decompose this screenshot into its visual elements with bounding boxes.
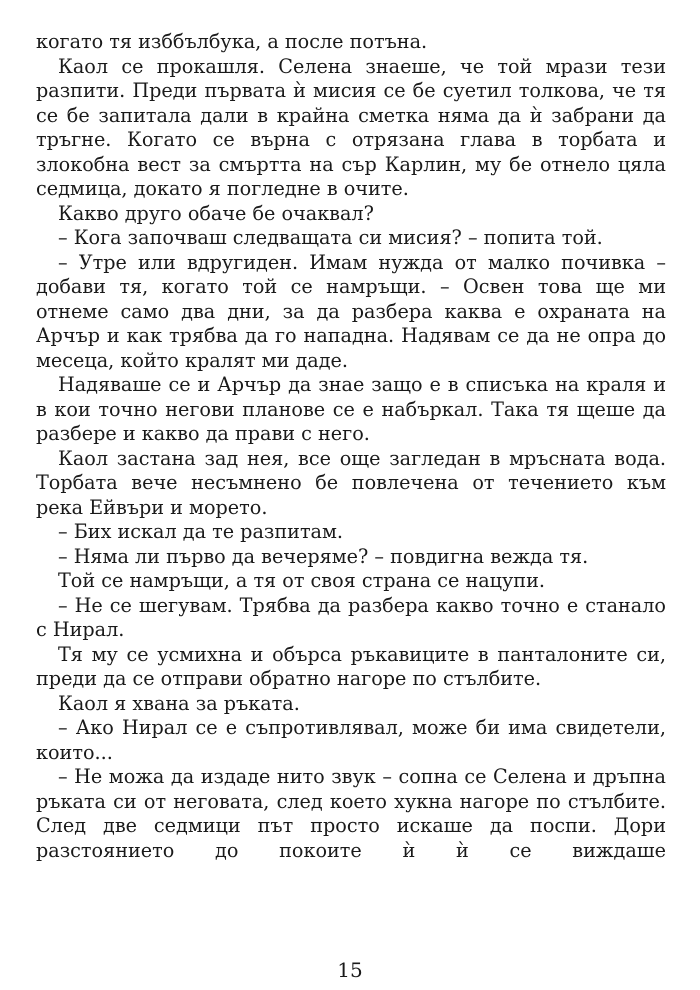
- paragraph: – Утре или вдругиден. Имам нужда от малко почивка – добави тя, когато той се намръщи. – Освен това ще ми отнеме само два дни, за да разбера каква е охраната на Арчър и как трябва да го нападна. Надявам се да не опра до месеца, който кралят ми даде.: [36, 250, 666, 372]
- page-number: 15: [337, 958, 363, 982]
- paragraph: Каол я хвана за ръката.: [58, 691, 300, 715]
- paragraph: Тя му се усмихна и обърса ръкавиците в панталоните си, преди да се отправи обратно нагоре по стълбите.: [36, 642, 666, 690]
- paragraph: – Не можа да издаде нито звук – сопна се Селена и дръпна ръката си от неговата, след което хукна нагоре по стълбите. След две седмици път просто искаше да поспи. Дори разстоянието до покоите ѝ ѝ се виждаше: [36, 765, 666, 862]
- paragraph: Какво друго обаче бе очаквал?: [58, 201, 374, 225]
- paragraph: – Ако Нирал се е съпротивлявал, може би има свидетели, които...: [36, 716, 666, 764]
- paragraph: – Бих искал да те разпитам.: [58, 520, 344, 543]
- paragraph: когато тя изббълбука, а после потъна.: [36, 30, 428, 53]
- paragraph: – Не се шегувам. Трябва да разбера какво точно е станало с Нирал.: [36, 593, 666, 641]
- paragraph: – Кога започваш следващата си мисия? – попита той.: [58, 226, 603, 249]
- paragraph: Надяваше се и Арчър да знае защо е в списъка на краля и в кои точно негови планове се е набъркал. Така тя щеше да разбере и какво да прави с него.: [36, 373, 666, 445]
- paragraph: Каол се прокашля. Селена знаеше, че той мрази тези разпити. Преди първата ѝ мисия се бе суетил толкова, че тя се бе запитала дали в крайна сметка няма да ѝ забрани да тръгне. Когато се върна с отрязана глава в торбата и злокобна вест за смъртта на сър Карлин, му бе отнело цяла седмица, докато я погледне в очите.: [36, 54, 666, 200]
- paragraph: Каол застана зад нея, все още загледан в мръсната вода. Торбата вече несъмнено бе повлечена от течението към река Ейвъри и морето.: [36, 446, 666, 519]
- paragraph: Той се намръщи, а тя от своя страна се нацупи.: [58, 569, 545, 592]
- page-text: [36, 30, 666, 863]
- paragraph: – Няма ли първо да вечеряме? – повдигна вежда тя.: [58, 544, 589, 568]
